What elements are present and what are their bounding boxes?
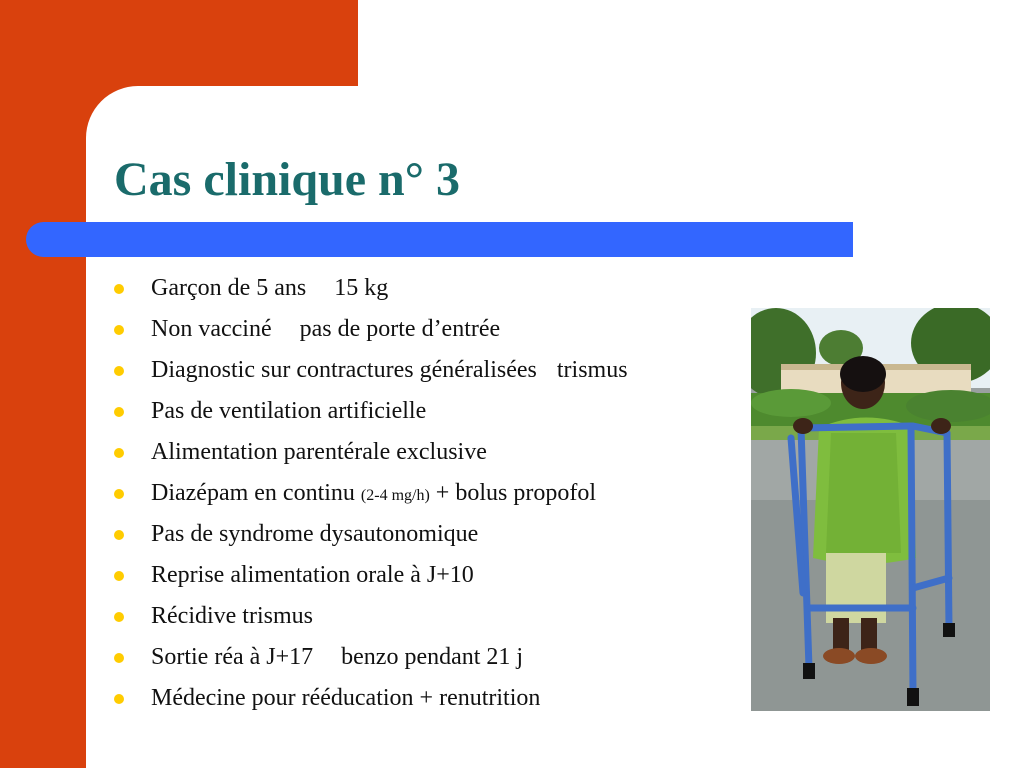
bullet-dot-icon [114,530,124,540]
bullet-item [110,555,730,596]
bullet-dosage: (2-4 mg/h) [360,487,430,504]
bullet-dot-icon [114,448,124,458]
bullet-text: Reprise alimentation orale à J+10 [151,562,474,588]
bullet-text: Diagnostic sur contractures généralisées [151,357,537,383]
bullet-item [110,514,730,555]
bullet-text: Alimentation parentérale exclusive [151,439,487,465]
bullet-dot-icon [114,489,124,499]
bullet-item [110,350,730,391]
bullet-extra: benzo pendant 21 j [341,644,524,670]
bullet-dot-icon [114,366,124,376]
bullet-text: Pas de syndrome dysautonomique [151,521,479,547]
bullet-item [110,268,730,309]
bullet-text: Médecine pour rééducation + renutrition [151,685,541,711]
bullet-list [110,268,730,719]
bullet-extra: 15 kg [334,275,389,301]
bullet-item [110,473,730,514]
bullet-extra: trismus [556,357,628,383]
bullet-text: Garçon de 5 ans [151,275,307,301]
bullet-text: Pas de ventilation artificielle [151,398,427,424]
bullet-item [110,391,730,432]
bullet-dot-icon [114,325,124,335]
bullet-dot-icon [114,694,124,704]
bullet-text: Sortie réa à J+17 [151,644,314,670]
patient-photo [751,308,990,711]
bullet-dot-icon [114,653,124,663]
bullet-item [110,678,730,719]
bullet-item [110,637,730,678]
bullet-item [110,309,730,350]
bullet-item [110,432,730,473]
bullet-dot-icon [114,612,124,622]
bullet-dot-icon [114,571,124,581]
bullet-text: Non vacciné [151,316,272,342]
bullet-extra: + bolus propofol [435,480,596,506]
slide-title: Cas clinique n° 3 [114,153,460,206]
bullet-item [110,596,730,637]
bullet-extra: pas de porte d’entrée [299,316,501,342]
bullet-text: Récidive trismus [151,603,313,629]
title-underline-bar [26,222,853,257]
bullet-dot-icon [114,284,124,294]
bullet-dot-icon [114,407,124,417]
bullet-text: Diazépam en continu [151,480,355,506]
